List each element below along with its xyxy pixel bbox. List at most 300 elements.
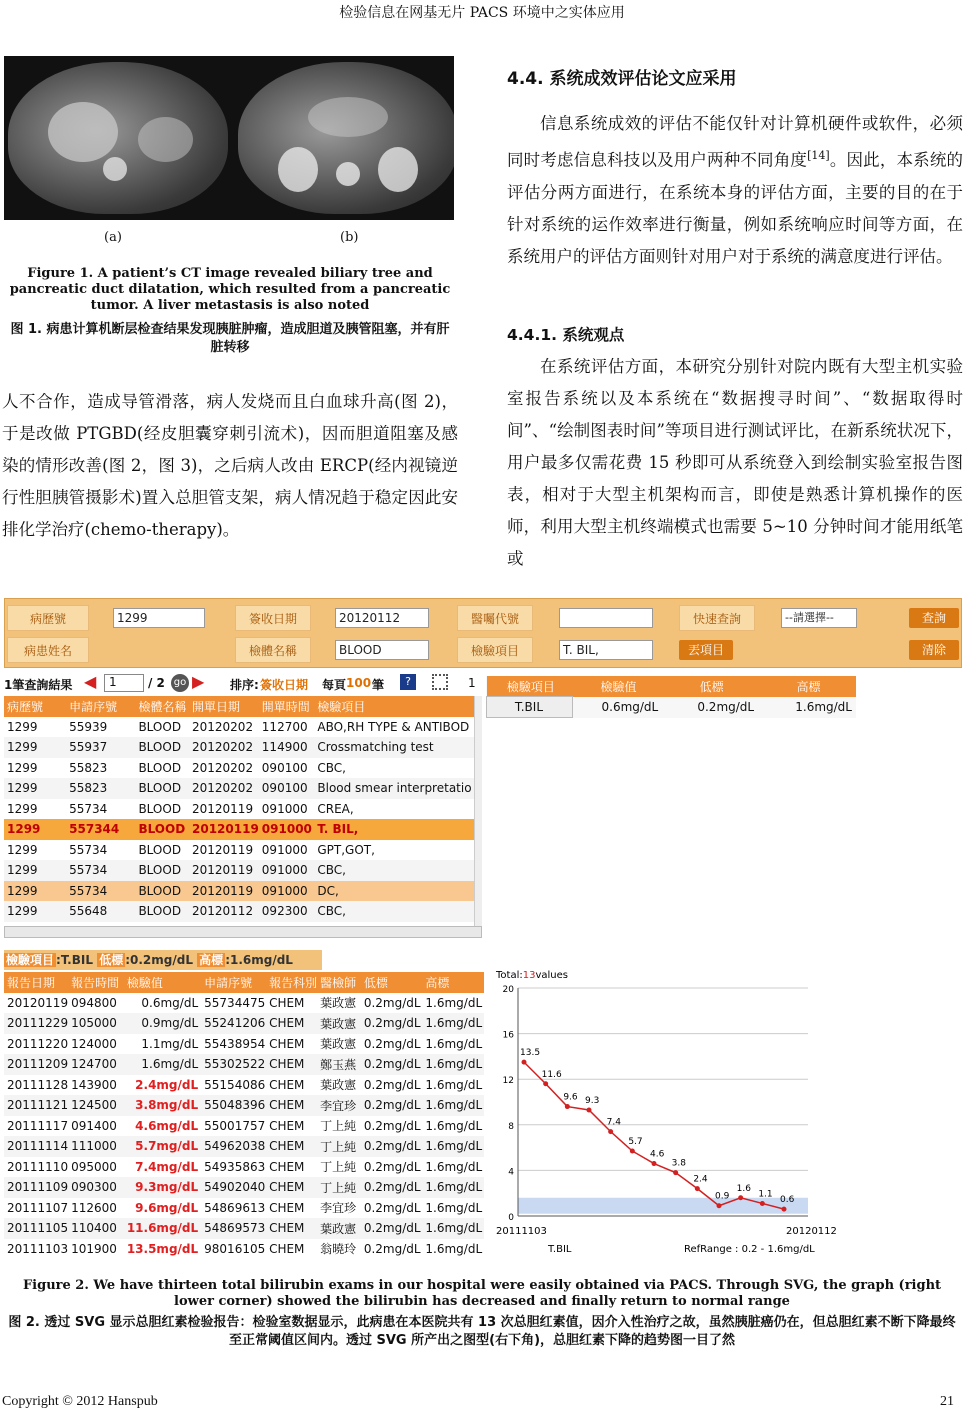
chart-y-tick: 4 — [508, 1167, 514, 1178]
orders-cell: BLOOD — [138, 781, 182, 796]
report-cell: 0.2mg/dL — [363, 1098, 421, 1113]
orders-cell: 090100 — [261, 781, 308, 796]
chart-point-label: 1.1 — [758, 1189, 773, 1200]
report-cell: 1.6mg/dL — [425, 1077, 483, 1092]
figure1-caption-en: Figure 1. A patient’s CT image revealed biliary tree and pancreatic duct dilatation, which resulted from a pancreatic tumor. A liver metastasis is also noted — [9, 266, 451, 313]
orders-cell: 55648 — [69, 904, 108, 919]
item-result-header — [487, 676, 857, 697]
report-cell: 095000 — [71, 1159, 117, 1174]
orders-cell: 1299 — [7, 822, 41, 837]
chart-point-label: 11.6 — [541, 1069, 562, 1080]
orders-row[interactable] — [4, 717, 474, 738]
query-row-2 — [5, 634, 963, 666]
orders-cell: BLOOD — [138, 863, 182, 878]
chart-point[interactable] — [587, 1107, 592, 1112]
figure1-label-b: (b) — [340, 230, 359, 245]
report-cell: CHEM — [269, 1159, 305, 1174]
orders-cell: 55734 — [69, 883, 108, 898]
report-col-header[interactable]: 報告日期 — [7, 975, 56, 990]
report-cell: 1.6mg/dL — [425, 995, 483, 1010]
orders-cell: BLOOD — [138, 842, 182, 857]
clear-button[interactable]: 清除 — [909, 640, 959, 660]
report-cell: 20111109 — [7, 1180, 69, 1195]
orders-cell: BLOOD — [138, 822, 186, 837]
report-cell: 20120119 — [7, 995, 69, 1010]
report-cell: 翁曉玲 — [320, 1242, 357, 1257]
report-cell: 094800 — [71, 995, 117, 1010]
report-cell: CHEM — [269, 995, 305, 1010]
chart-point-label: 3.8 — [671, 1158, 686, 1169]
orders-row[interactable] — [4, 819, 474, 840]
detail-low-tag: 低標 — [99, 953, 124, 967]
report-cell: 11.6mg/dL — [126, 1221, 199, 1236]
item-cell: 0.6mg/dL — [601, 699, 659, 714]
orders-cell: CBC, — [317, 863, 346, 878]
chart-point-label: 2.4 — [693, 1174, 708, 1185]
report-cell: 葉政憲 — [320, 1037, 357, 1052]
chart-point-label: 5.7 — [628, 1137, 643, 1148]
order-code-input[interactable] — [559, 608, 653, 628]
report-col-header[interactable]: 檢驗值 — [126, 975, 163, 990]
quick-query-label: 快速查詢 — [679, 605, 755, 631]
report-cell: 葉政憲 — [320, 1078, 357, 1093]
report-cell: 葉政憲 — [320, 1221, 357, 1236]
chart-point[interactable] — [565, 1104, 570, 1109]
orders-cell: 557344 — [69, 822, 120, 837]
query-button[interactable]: 查詢 — [909, 608, 959, 628]
report-cell: 20111121 — [7, 1098, 69, 1113]
ct-image-figure — [4, 56, 454, 220]
report-cell: 105000 — [71, 1016, 117, 1031]
report-cell: 1.6mg/dL — [425, 1159, 483, 1174]
report-cell: 0.2mg/dL — [363, 1139, 421, 1154]
report-row[interactable] — [4, 993, 484, 1014]
orders-cell: 091000 — [261, 883, 308, 898]
query-panel — [4, 598, 962, 668]
ref-range-band — [518, 1198, 808, 1214]
report-cell: CHEM — [269, 1016, 305, 1031]
chart-point[interactable] — [522, 1060, 527, 1065]
report-cell: 55001757 — [204, 1118, 266, 1133]
per-page-value[interactable]: 100 — [346, 676, 372, 690]
report-cell: 0.2mg/dL — [363, 1221, 421, 1236]
report-cell: CHEM — [269, 1180, 305, 1195]
report-row[interactable] — [4, 1239, 484, 1260]
orders-cell: 55823 — [69, 781, 108, 796]
report-cell: 54869573 — [204, 1221, 266, 1236]
chart-point[interactable] — [760, 1201, 765, 1206]
test-item-label: 檢驗項目 — [457, 637, 533, 663]
orders-cell: 112700 — [261, 719, 308, 734]
report-cell: 1.1mg/dL — [141, 1036, 199, 1051]
orders-row[interactable] — [4, 840, 474, 861]
report-row[interactable] — [4, 1075, 484, 1096]
result-count: 1筆查詢結果 — [4, 678, 73, 692]
report-cell: 7.4mg/dL — [135, 1159, 199, 1174]
orders-cell: 114900 — [261, 740, 308, 755]
chart-point[interactable] — [652, 1161, 657, 1166]
orders-row[interactable] — [4, 860, 474, 881]
report-cell: 090300 — [71, 1180, 117, 1195]
orders-col-header[interactable]: 病歷號 — [7, 699, 44, 714]
report-cell: 1.6mg/dL — [425, 1180, 483, 1195]
chart-point[interactable] — [630, 1149, 635, 1154]
detail-high-value: :1.6mg/dL — [225, 953, 293, 967]
sort-label: 排序: — [230, 678, 259, 692]
orders-cell: 20120119 — [192, 822, 259, 837]
figure1-label-a: (a) — [104, 230, 122, 245]
item-cell: T.BIL — [487, 697, 573, 718]
report-cell: 124000 — [71, 1036, 117, 1051]
report-cell: CHEM — [269, 1200, 305, 1215]
order-code-label: 醫囑代號 — [457, 605, 533, 631]
report-cell: 54935863 — [204, 1159, 266, 1174]
orders-cell: 20120202 — [192, 719, 254, 734]
chart-y-tick: 0 — [508, 1213, 514, 1223]
patient-name-input[interactable] — [113, 640, 205, 660]
item-col-header: 低標 — [699, 679, 724, 694]
item-cell: 1.6mg/dL — [795, 699, 852, 714]
section-paragraph-1 — [507, 108, 963, 273]
orders-col-header[interactable]: 檢驗項目 — [317, 699, 366, 714]
orders-cell: 1299 — [7, 719, 38, 734]
report-cell: 1.6mg/dL — [425, 1241, 483, 1256]
orders-cell: 1299 — [7, 863, 38, 878]
horizontal-scrollbar[interactable] — [4, 926, 482, 938]
per-page-unit: 筆 — [372, 678, 385, 692]
report-cell: 4.6mg/dL — [135, 1118, 199, 1133]
orders-cell: Blood smear interpretatio — [317, 781, 472, 796]
chart-x-end: 20120112 — [786, 1226, 837, 1237]
report-cell: CHEM — [269, 1118, 305, 1133]
detail-item-tag: 檢驗項目 — [6, 953, 55, 967]
orders-cell: 20120112 — [192, 904, 254, 919]
orders-cell: GPT,GOT, — [317, 842, 375, 857]
report-cell: 0.2mg/dL — [363, 1159, 421, 1174]
left-column-text: 人不合作，造成导管滑落，病人发烧而且白血球升高(图 2)，于是改做 PTGBD(经皮胆囊穿刺引流术)，因而胆道阻塞及感染的情形改善(图 2，图 3)，之后病人改由 ERCP(经内视镜逆行性胆胰管摄影术)置入总胆管支架，病人情况趋于稳定因此安排化学治疗(chemo-therapy)。 — [2, 392, 458, 539]
chart-point-label: 7.4 — [606, 1117, 621, 1128]
report-cell: 9.6mg/dL — [135, 1200, 199, 1215]
orders-col-header[interactable]: 開單日期 — [192, 699, 241, 714]
report-row[interactable] — [4, 1177, 484, 1198]
specimen-input[interactable]: BLOOD — [335, 640, 429, 660]
report-cell: 0.2mg/dL — [363, 1077, 421, 1092]
report-cell: 20111105 — [7, 1221, 69, 1236]
report-cell: 20111229 — [7, 1016, 69, 1031]
orders-cell: BLOOD — [138, 801, 182, 816]
copyright: Copyright © 2012 Hanspub — [2, 1394, 158, 1409]
report-cell: 55154086 — [204, 1077, 266, 1092]
orders-cell: 20120119 — [192, 801, 254, 816]
report-cell: 丁上純 — [320, 1160, 357, 1175]
chart-point-label: 1.6 — [736, 1183, 751, 1194]
orders-cell: BLOOD — [138, 740, 182, 755]
chart-no-label: 病歷號 — [7, 605, 89, 631]
chart-point-label: 13.5 — [520, 1048, 541, 1059]
detail-high-tag: 高標 — [199, 953, 224, 967]
orders-row[interactable] — [4, 737, 474, 758]
report-cell: 葉政憲 — [320, 996, 357, 1011]
orders-cell: BLOOD — [138, 904, 182, 919]
orders-cell: BLOOD — [138, 719, 182, 734]
orders-row[interactable] — [4, 799, 474, 820]
per-page-label: 每頁 — [322, 678, 347, 692]
subsection-heading: 4.4.1. 系统观点 — [507, 326, 625, 344]
report-cell: CHEM — [269, 1036, 305, 1051]
section-heading: 4.4. 系统成效评估论文应采用 — [507, 69, 737, 89]
running-header: 检验信息在网基无片 PACS 环境中之实体应用 — [339, 5, 625, 21]
report-cell: CHEM — [269, 1139, 305, 1154]
report-row[interactable] — [4, 1198, 484, 1219]
report-cell: 3.8mg/dL — [135, 1098, 199, 1113]
report-row[interactable] — [4, 1218, 484, 1239]
orders-cell: 090100 — [261, 760, 308, 775]
citation: [14] — [807, 149, 830, 162]
orders-cell: 20120202 — [192, 760, 254, 775]
report-row[interactable] — [4, 1013, 484, 1034]
orders-cell: 092300 — [261, 904, 308, 919]
para1b: 。因此，本系统的评估分两方面进行，在系统本身的评估方面，主要的目的在于针对系统的运作效率进行衡量，例如系统响应时间等方面，在系统用户的评估方面则针对用户对于系统的满意度进行评估。 — [507, 150, 964, 266]
report-cell: 1.6mg/dL — [425, 1221, 483, 1236]
report-cell: 124700 — [71, 1057, 117, 1072]
report-cell: 0.2mg/dL — [363, 1118, 421, 1133]
chart-point[interactable] — [717, 1203, 722, 1208]
section-paragraph-2: 在系统评估方面，本研究分别针对院内既有大型主机实验室报告系统以及本系统在“数据搜寻时间”、“数据取得时间”、“绘制图表时间”等项目进行测试评比，在新系统状况下，用户最多仅需花费 15 秒即可从系统登入到绘制实验室报告图表，相对于大型主机架构而言，即使是熟悉计算机操作的医师，利用大型主机终端模式也需要 5~10 分钟时间才能用纸笔或 — [507, 357, 963, 568]
orders-cell: 091000 — [261, 822, 312, 837]
page-number: 21 — [940, 1394, 954, 1409]
orders-col-header[interactable]: 開單時間 — [261, 699, 310, 714]
orders-cell: BLOOD — [138, 760, 182, 775]
item-result-table — [486, 676, 856, 718]
report-cell: 0.2mg/dL — [363, 995, 421, 1010]
pager-bar — [4, 672, 486, 694]
report-cell: 1.6mg/dL — [425, 1139, 483, 1154]
report-cell: 091400 — [71, 1118, 117, 1133]
chart-point-label: 0.6 — [780, 1195, 795, 1206]
orders-row[interactable] — [4, 881, 474, 902]
chart-point[interactable] — [673, 1170, 678, 1175]
orders-cell: 55734 — [69, 863, 108, 878]
item-col-header: 高標 — [796, 679, 821, 694]
chart-y-tick: 12 — [502, 1076, 514, 1087]
orders-cell: 20120202 — [192, 740, 254, 755]
orders-cell: CREA, — [317, 801, 354, 816]
report-cell: 9.3mg/dL — [135, 1180, 199, 1195]
orders-cell: 1299 — [7, 904, 38, 919]
lab-report-ui-screenshot — [4, 598, 962, 1258]
quick-query-select[interactable]: --請選擇-- — [781, 608, 857, 628]
ct-slice-a — [8, 62, 228, 214]
report-cell: 54902040 — [204, 1180, 266, 1195]
report-cell: 54869613 — [204, 1200, 266, 1215]
orders-cell: 1299 — [7, 740, 38, 755]
report-cell: 1.6mg/dL — [425, 1098, 483, 1113]
report-cell: 112600 — [71, 1200, 117, 1215]
orders-cell: 55939 — [69, 719, 108, 734]
chart-point[interactable] — [543, 1081, 548, 1086]
report-col-header[interactable]: 高標 — [425, 975, 450, 990]
report-row[interactable] — [4, 1095, 484, 1116]
detail-item-value: :T.BIL — [56, 953, 93, 967]
report-row[interactable] — [4, 1034, 484, 1055]
report-header-row — [4, 972, 484, 993]
settings-icon[interactable] — [432, 674, 448, 690]
orders-cell: 091000 — [261, 842, 308, 857]
report-cell: CHEM — [269, 1241, 305, 1256]
test-item-input[interactable]: T. BIL, — [559, 640, 653, 660]
item-col-header: 檢驗項目 — [506, 679, 555, 694]
report-cell: CHEM — [269, 1098, 305, 1113]
report-cell: 55734475 — [204, 995, 266, 1010]
vertical-scrollbar[interactable] — [474, 696, 482, 926]
report-cell: 鄭玉燕 — [320, 1057, 357, 1072]
chart-point[interactable] — [782, 1207, 787, 1212]
orders-cell: BLOOD — [138, 883, 182, 898]
report-row[interactable] — [4, 1157, 484, 1178]
go-button[interactable]: go — [171, 674, 189, 692]
chart-no-input[interactable]: 1299 — [113, 608, 205, 628]
figure2-caption-zh: 图 2. 透过 SVG 显示总胆红素检验报告：检验室数据显示，此病患在本医院共有 13 次总胆红素值，因介入性治疗之故，虽然胰脏癌仍在，但总胆红素不断下降最终至正常阈值区间内。透过 SVG 所产出之图型(右下角)，总胆红素下降的趋势图一目了然 — [8, 1315, 956, 1348]
report-table — [4, 972, 484, 1259]
orders-col-header[interactable]: 申請序號 — [69, 699, 118, 714]
specimen-label: 檢體名稱 — [235, 637, 311, 663]
orders-cell: Crossmatching test — [317, 740, 434, 755]
report-cell: 0.2mg/dL — [363, 1200, 421, 1215]
chart-point[interactable] — [738, 1195, 743, 1200]
orders-cell: T. BIL, — [317, 822, 359, 837]
orders-cell: CBC, — [317, 904, 346, 919]
report-cell: 20111103 — [7, 1241, 69, 1256]
orders-cell: 1299 — [7, 883, 38, 898]
report-cell: 111000 — [71, 1139, 117, 1154]
report-cell: 101900 — [71, 1241, 117, 1256]
sign-date-input[interactable]: 20120112 — [335, 608, 429, 628]
orders-cell: 20120202 — [192, 781, 254, 796]
orders-cell: CBC, — [317, 760, 346, 775]
prev-page-icon[interactable]: ◀ — [84, 672, 97, 691]
orders-cell: 20120119 — [192, 842, 254, 857]
report-cell: 丁上純 — [320, 1139, 357, 1154]
chart-y-tick: 16 — [502, 1030, 514, 1041]
report-cell: 143900 — [71, 1077, 117, 1092]
chart-point[interactable] — [695, 1186, 700, 1191]
report-cell: 0.2mg/dL — [363, 1036, 421, 1051]
orders-cell: 55734 — [69, 801, 108, 816]
report-cell: 丁上純 — [320, 1180, 357, 1195]
report-col-header[interactable]: 報告科別 — [269, 975, 318, 990]
orders-cell: 55823 — [69, 760, 108, 775]
chart-point-label: 9.3 — [585, 1095, 600, 1106]
report-cell: CHEM — [269, 1221, 305, 1236]
help-icon[interactable]: ? — [400, 674, 416, 690]
query-row-1 — [5, 602, 963, 634]
report-cell: 0.2mg/dL — [363, 1016, 421, 1031]
report-cell: 李宜珍 — [320, 1201, 357, 1216]
report-col-header[interactable]: 報告時間 — [71, 975, 120, 990]
orders-cell: DC, — [317, 883, 339, 898]
report-cell: 20111209 — [7, 1057, 69, 1072]
report-col-header[interactable]: 低標 — [363, 975, 388, 990]
report-cell: 1.6mg/dL — [425, 1016, 483, 1031]
orders-cell: 1299 — [7, 781, 38, 796]
report-cell: 20111114 — [7, 1139, 69, 1154]
orders-cell: 091000 — [261, 863, 308, 878]
report-cell: 0.2mg/dL — [363, 1057, 421, 1072]
report-cell: 124500 — [71, 1098, 117, 1113]
report-cell: 20111110 — [7, 1159, 69, 1174]
pager-right-count: 1 — [468, 676, 476, 690]
orders-cell: 20120119 — [192, 883, 254, 898]
item-result-row[interactable] — [487, 697, 857, 718]
next-page-icon[interactable]: ▶ — [192, 672, 205, 691]
chart-point-label: 9.6 — [563, 1092, 578, 1103]
chart-title: Total:13values — [496, 970, 568, 981]
report-cell: 55302522 — [204, 1057, 266, 1072]
report-cell: 110400 — [71, 1221, 117, 1236]
report-cell: 0.6mg/dL — [141, 995, 199, 1010]
item-col-header: 檢驗值 — [600, 679, 637, 694]
orders-cell: 1299 — [7, 760, 38, 775]
sign-date-label: 簽收日期 — [235, 605, 311, 631]
orders-cell: ABO,RH TYPE & ANTIBOD — [317, 719, 470, 734]
orders-col-header[interactable]: 檢體名稱 — [138, 699, 187, 714]
page-input[interactable]: 1 — [104, 674, 144, 692]
ct-slice-b — [238, 62, 454, 214]
orders-cell: 55734 — [69, 842, 108, 857]
report-cell: 0.9mg/dL — [141, 1016, 199, 1031]
report-cell: 20111117 — [7, 1118, 69, 1133]
chart-point-label: 4.6 — [650, 1149, 665, 1160]
orders-cell: 091000 — [261, 801, 308, 816]
drop-item-button[interactable]: 丟項目 — [679, 640, 733, 660]
para1a: 信息系统成效的评估不能仅针对计算机硬件或软件，必须同时考虑信息科技以及用户两种不同角度 — [507, 114, 963, 170]
orders-cell: 1299 — [7, 801, 38, 816]
report-row[interactable] — [4, 1054, 484, 1075]
chart-point-label: 0.9 — [715, 1191, 730, 1202]
report-cell: 55048396 — [204, 1098, 266, 1113]
report-cell: 1.6mg/dL — [425, 1057, 483, 1072]
chart-point[interactable] — [608, 1129, 613, 1134]
report-cell: CHEM — [269, 1077, 305, 1092]
figure2-caption-en: Figure 2. We have thirteen total bilirubin exams in our hospital were easily obtained via PACS. Through SVG, the graph (right lower corner) showed the bilirubin has decreased and finally return to normal range — [22, 1278, 942, 1309]
report-cell: 5.7mg/dL — [135, 1139, 199, 1154]
detail-info-bar — [4, 950, 322, 970]
report-cell: 1.6mg/dL — [425, 1036, 483, 1051]
report-cell: 13.5mg/dL — [126, 1241, 199, 1256]
orders-row[interactable] — [4, 901, 474, 922]
page-total: / 2 — [148, 676, 165, 690]
orders-header-row — [4, 696, 474, 717]
chart-x-start: 20111103 — [496, 1226, 547, 1237]
report-col-header[interactable]: 醫檢師 — [320, 975, 357, 990]
chart-y-tick: 8 — [508, 1121, 514, 1132]
orders-cell: 55937 — [69, 740, 108, 755]
report-cell: 丁上純 — [320, 1119, 357, 1134]
report-cell: 2.4mg/dL — [135, 1077, 199, 1092]
report-col-header[interactable]: 申請序號 — [204, 975, 253, 990]
report-row[interactable] — [4, 1116, 484, 1137]
report-cell: 20111107 — [7, 1200, 69, 1215]
chart-xlabel: T.BIL — [548, 1244, 572, 1255]
orders-row[interactable] — [4, 778, 474, 799]
detail-low-value: :0.2mg/dL — [125, 953, 193, 967]
figure1-caption-zh: 图 1. 病患计算机断层检查结果发现胰脏肿瘤，造成胆道及胰管阻塞，并有肝脏转移 — [10, 322, 450, 355]
report-cell: 1.6mg/dL — [425, 1200, 483, 1215]
orders-cell: 1299 — [7, 842, 38, 857]
sort-value[interactable]: 簽收日期 — [260, 678, 309, 692]
report-row[interactable] — [4, 1136, 484, 1157]
orders-row[interactable] — [4, 758, 474, 779]
